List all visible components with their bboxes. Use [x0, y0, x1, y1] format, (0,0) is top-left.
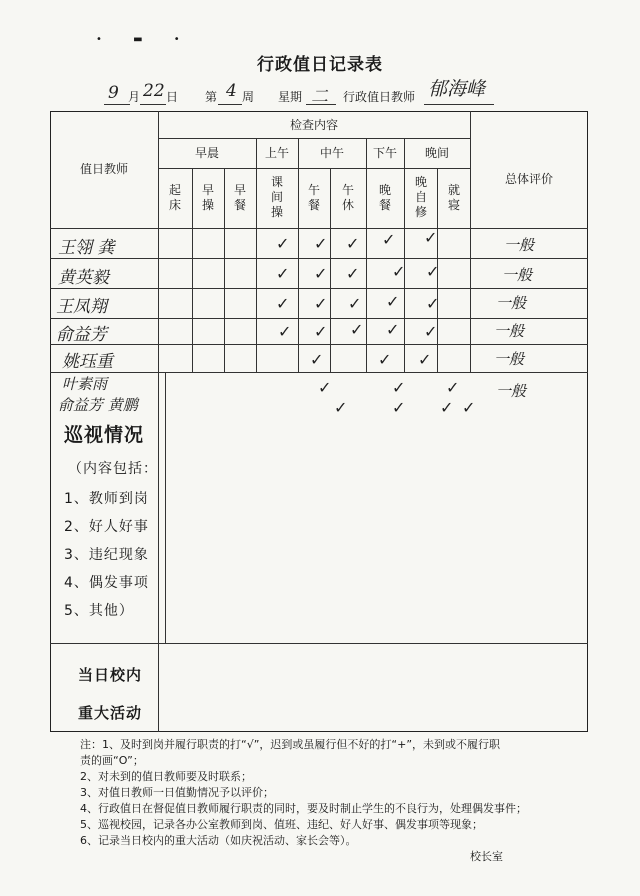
group-evening: 晚间 — [424, 146, 449, 160]
group-forenoon: 上午 — [264, 146, 289, 160]
rule-col-6 — [330, 168, 331, 372]
check-mark: ✓ — [314, 294, 328, 313]
check-mark: ✓ — [314, 322, 328, 341]
teacher-name: 俞益芳 黄鹏 — [58, 396, 138, 414]
check-mark: ✓ — [314, 264, 328, 283]
check-mark: ✓ — [276, 264, 290, 283]
col-nap: 午休 — [341, 183, 354, 212]
patrol-item: 3、违纪现象 — [64, 547, 149, 563]
check-mark: ✓ — [346, 234, 360, 253]
check-mark: ✓ — [348, 294, 362, 313]
col-wakeup: 起床 — [168, 183, 181, 212]
note-line: 6、记录当日校内的重大活动（如庆祝活动、家长会等）。 — [80, 834, 357, 847]
check-content-header: 检查内容 — [289, 118, 338, 132]
week-underline — [218, 104, 242, 105]
signature-office: 校长室 — [470, 850, 503, 863]
check-mark: ✓ — [276, 294, 290, 313]
activities-label-line2: 重大活动 — [78, 704, 143, 722]
evaluation: 一般 — [494, 322, 525, 340]
rule-row-2 — [50, 288, 588, 289]
check-mark: ✓ — [426, 294, 440, 313]
day-unit: 日 — [166, 90, 179, 104]
check-mark: ✓ — [440, 398, 454, 417]
check-mark: ✓ — [424, 322, 438, 341]
check-mark: ✓ — [392, 398, 406, 417]
col-break-exercise: 课间操 — [270, 175, 283, 219]
check-mark: ✓ — [378, 350, 392, 369]
form-title: 行政值日记录表 — [257, 55, 383, 75]
rule-col-4 — [256, 138, 257, 372]
rule-col-3 — [224, 168, 225, 372]
day-underline — [140, 104, 166, 105]
check-mark: ✓ — [310, 350, 324, 369]
check-mark: ✓ — [462, 398, 476, 417]
check-mark: ✓ — [418, 350, 432, 369]
rule-col-patrol — [165, 372, 166, 643]
col-lunch: 午餐 — [307, 183, 320, 212]
patrol-item: （内容包括： — [68, 461, 158, 477]
teacher-name: 姚珏重 — [62, 352, 113, 372]
check-mark: ✓ — [392, 378, 406, 397]
teacher-name: 王凤翔 — [56, 297, 107, 317]
group-noon: 中午 — [319, 146, 344, 160]
note-line: 3、对值日教师一日值勤情况予以评价； — [80, 786, 274, 799]
rule-row-5 — [50, 372, 588, 373]
note-line: 5、巡视校园，记录各办公室教师到岗、值班、违纪、好人好事、偶发事项等现象； — [80, 818, 483, 831]
check-mark: ✓ — [446, 378, 460, 397]
overall-header: 总体评价 — [504, 172, 553, 186]
week-unit: 周 — [242, 90, 255, 104]
check-mark: ✓ — [278, 322, 292, 341]
evaluation: 一般 — [504, 236, 535, 254]
form-header — [0, 78, 640, 107]
rule-row-1 — [50, 258, 588, 259]
patrol-item: 4、偶发事项 — [64, 575, 149, 591]
duty-teacher-header: 值日教师 — [79, 162, 128, 176]
week-prefix: 第 — [205, 90, 218, 104]
group-afternoon: 下午 — [372, 146, 397, 160]
teacher-name: 俞益芳 — [56, 325, 107, 345]
weekday-underline — [306, 104, 336, 105]
rule-col-8 — [404, 138, 405, 372]
evaluation: 一般 — [496, 294, 527, 312]
check-mark: ✓ — [382, 230, 396, 249]
rule-col-2 — [192, 168, 193, 372]
month-unit: 月 — [128, 90, 141, 104]
col-bedtime: 就寝 — [447, 183, 460, 212]
patrol-title: 巡视情况 — [64, 424, 145, 446]
check-mark: ✓ — [314, 234, 328, 253]
teacher-name: 叶素雨 — [62, 375, 108, 393]
admin-label: 行政值日教师 — [343, 90, 416, 104]
admin-signature: 郁海峰 — [428, 78, 486, 100]
rule-row-3 — [50, 318, 588, 319]
patrol-item: 5、其他） — [64, 603, 134, 619]
check-mark: ✓ — [386, 292, 400, 311]
col-morning-exercise: 早操 — [201, 183, 214, 212]
group-morning: 早晨 — [194, 146, 219, 160]
admin-underline — [424, 104, 494, 105]
month-underline — [104, 104, 130, 105]
col-evening-study: 晚自修 — [414, 175, 427, 219]
note-line: 2、对未到的值日教师要及时联系； — [80, 770, 252, 783]
weekday-label: 星期 — [278, 90, 303, 104]
check-mark: ✓ — [318, 378, 332, 397]
check-mark: ✓ — [346, 264, 360, 283]
month-value: 9 — [108, 83, 119, 103]
note-line: 注：1、及时到岗并履行职责的打“√”，迟到或虽履行但不好的打“+”，未到或不履行职 — [80, 738, 501, 751]
activities-label-line1: 当日校内 — [78, 666, 143, 684]
col-dinner: 晚餐 — [378, 183, 391, 212]
evaluation: 一般 — [496, 382, 527, 400]
decorative-marks: • ▬ • — [96, 34, 194, 45]
rule-groups — [158, 168, 470, 169]
patrol-item: 2、好人好事 — [64, 519, 149, 535]
rule-col-7 — [366, 138, 367, 372]
rule-row-4 — [50, 344, 588, 345]
patrol-item: 1、教师到岗 — [64, 491, 149, 507]
rule-activities — [50, 643, 588, 644]
col-breakfast: 早餐 — [233, 183, 246, 212]
teacher-name: 王翎 龚 — [58, 238, 115, 258]
rule-col-5 — [298, 138, 299, 372]
weekday-value: 二 — [311, 87, 328, 107]
check-mark: ✓ — [350, 320, 364, 339]
check-mark: ✓ — [424, 228, 438, 247]
day-value: 22 — [143, 81, 165, 101]
check-mark: ✓ — [426, 262, 440, 281]
week-value: 4 — [226, 81, 237, 101]
evaluation: 一般 — [494, 350, 525, 368]
rule-header-bottom — [50, 228, 588, 229]
check-mark: ✓ — [386, 320, 400, 339]
note-line: 责的画“O”； — [80, 754, 144, 767]
rule-check-header — [158, 138, 470, 139]
evaluation: 一般 — [502, 266, 533, 284]
check-mark: ✓ — [392, 262, 406, 281]
rule-col-teacher — [158, 111, 159, 732]
teacher-name: 黄英毅 — [58, 268, 109, 288]
check-mark: ✓ — [276, 234, 290, 253]
note-line: 4、行政值日在督促值日教师履行职责的同时，要及时制止学生的不良行为，处理偶发事件； — [80, 802, 527, 815]
rule-col-overall — [470, 111, 471, 372]
check-mark: ✓ — [334, 398, 348, 417]
